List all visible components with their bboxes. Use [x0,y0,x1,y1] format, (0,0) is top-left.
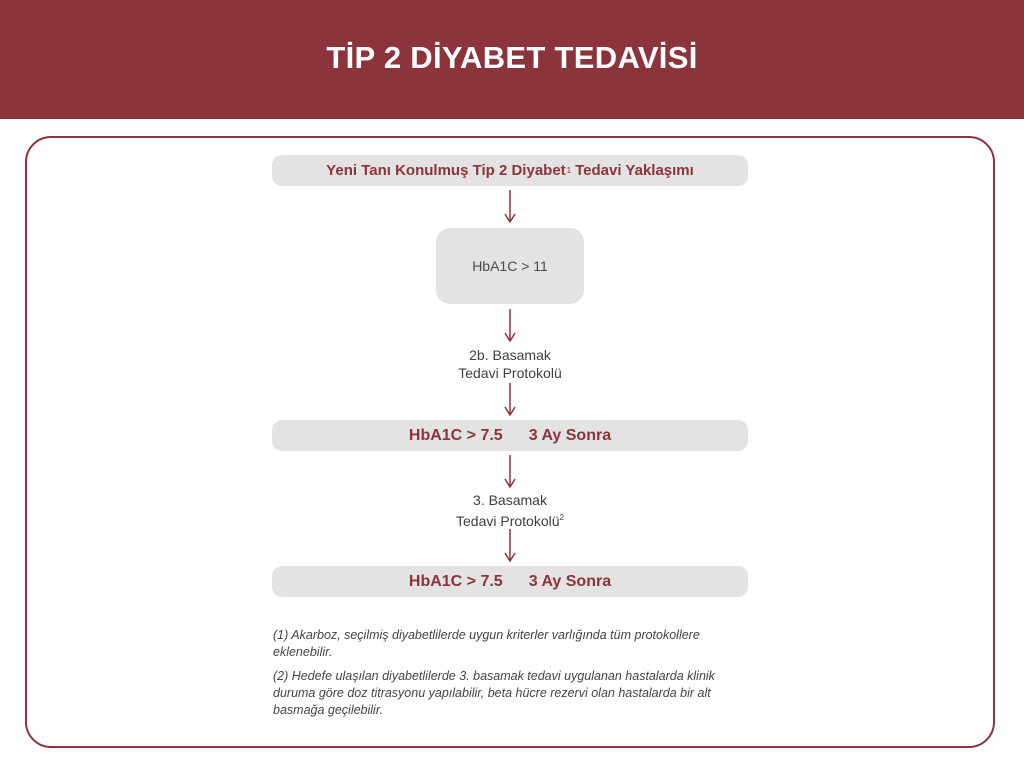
step-2b-protocol [410,346,610,382]
criterion-text: HbA1C > 11 [472,258,548,274]
check-band-1 [272,420,748,451]
check-2-timing: 3 Ay Sonra [528,572,612,590]
arrow-down-icon [504,529,516,563]
check-1-timing: 3 Ay Sonra [528,426,612,444]
slide-title: TİP 2 DİYABET TEDAVİSİ [326,39,698,75]
flowchart-header-text: Yeni Tanı Konulmuş Tip 2 Diyabet [326,162,566,179]
footnotes [273,627,753,726]
title-bar [0,0,1024,119]
step-2b-line1: 2b. Basamak [469,347,551,363]
footnote-ref-2: 2 [559,513,564,522]
criterion-box [436,228,584,304]
step-3-protocol [410,491,610,530]
footnote-1: (1) Akarboz, seçilmiş diyabetlilerde uygun kriterler varlığında tüm protokollere eklenebilir. [273,628,700,659]
footnote-2: (2) Hedefe ulaşılan diyabetlilerde 3. basamak tedavi uygulanan hastalarda klinik duruma göre doz titrasyonu yapılabilir, beta hücre rezervi olan hastalarda bir alt basmağa geçilebilir. [273,669,715,717]
flowchart-header-suffix: Tedavi Yaklaşımı [575,162,694,179]
check-2-value: HbA1C > 7.5 [408,572,503,590]
arrow-down-icon [504,309,516,343]
footnote-ref-1: 1 [566,166,572,175]
arrow-down-icon [504,383,516,417]
step-3-line2: Tedavi Protokolü [456,513,560,529]
step-2b-line2: Tedavi Protokolü [458,365,562,381]
step-3-line2-wrap [410,509,610,530]
flowchart-header [272,155,748,186]
check-1-value: HbA1C > 7.5 [408,426,503,444]
check-band-2 [272,566,748,597]
step-3-line1: 3. Basamak [473,492,547,508]
arrow-down-icon [504,455,516,489]
arrow-down-icon [504,190,516,224]
